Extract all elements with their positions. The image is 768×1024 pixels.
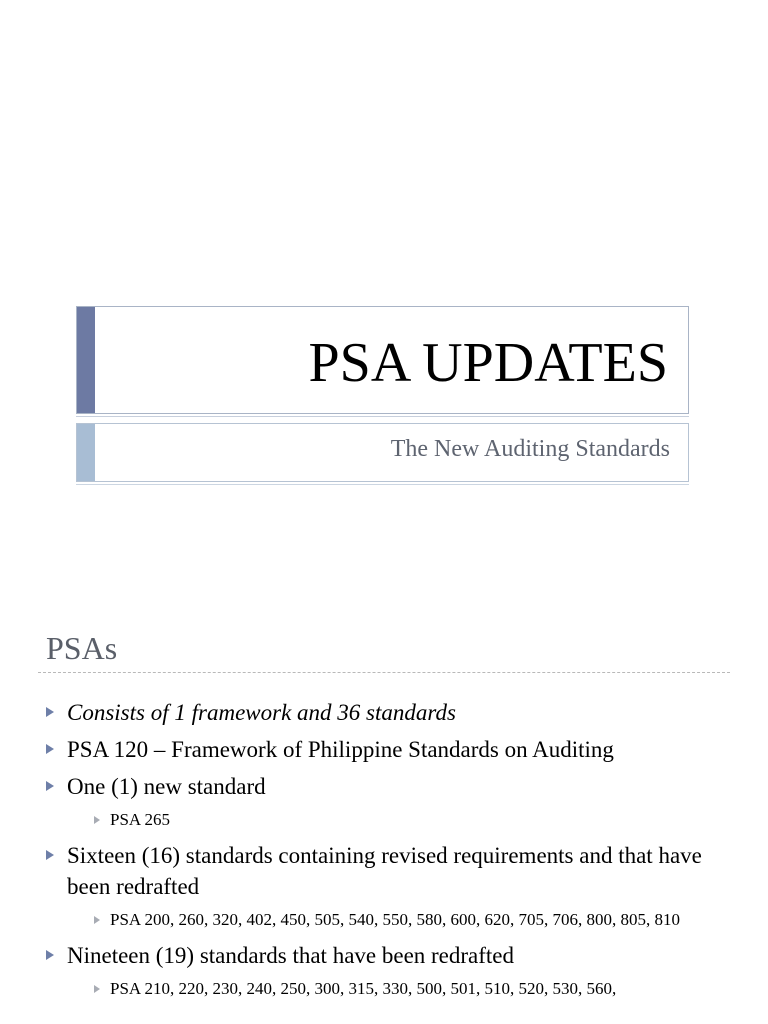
bullet-item (0, 940, 768, 971)
title-accent-bar (77, 307, 95, 413)
content-slide (0, 600, 768, 1024)
bullet-text: Sixteen (16) standards containing revised requirements and that have been redrafted (67, 843, 702, 899)
subtitle-box (76, 423, 689, 482)
bullet-text: One (1) new standard (67, 774, 266, 799)
heading-divider (38, 672, 730, 673)
bullet-text: Nineteen (19) standards that have been redrafted (67, 943, 515, 968)
sub-bullet-item (0, 808, 768, 832)
slide-heading: PSAs (46, 630, 118, 666)
bullet-list (0, 697, 768, 1009)
bullet-arrow-icon (46, 744, 54, 754)
bullet-item (0, 734, 768, 765)
bullet-text: PSA 120 – Framework of Philippine Standards on Auditing (67, 737, 614, 762)
sub-bullet-arrow-icon (94, 985, 100, 993)
bullet-arrow-icon (46, 950, 54, 960)
bullet-arrow-icon (46, 850, 54, 860)
sub-bullet-text: PSA 265 (110, 810, 170, 829)
sub-bullet-arrow-icon (94, 816, 100, 824)
bullet-item (0, 697, 768, 728)
bullet-arrow-icon (46, 781, 54, 791)
sub-bullet-text: PSA 200, 260, 320, 402, 450, 505, 540, 550, 580, 600, 620, 705, 706, 800, 805, 810 (110, 910, 680, 929)
sub-bullet-item (0, 977, 768, 1001)
subtitle-accent-bar (77, 424, 95, 481)
bullet-item (0, 840, 768, 902)
bullet-item (0, 771, 768, 802)
sub-bullet-item (0, 908, 768, 932)
sub-bullet-text: PSA 210, 220, 230, 240, 250, 300, 315, 330, 500, 501, 510, 520, 530, 560, (110, 979, 617, 998)
sub-bullet-arrow-icon (94, 916, 100, 924)
bullet-text: Consists of 1 framework and 36 standards (67, 700, 456, 725)
bullet-arrow-icon (46, 707, 54, 717)
title-box (76, 306, 689, 414)
slide-title: PSA UPDATES (308, 332, 668, 394)
slide-subtitle: The New Auditing Standards (390, 436, 670, 462)
